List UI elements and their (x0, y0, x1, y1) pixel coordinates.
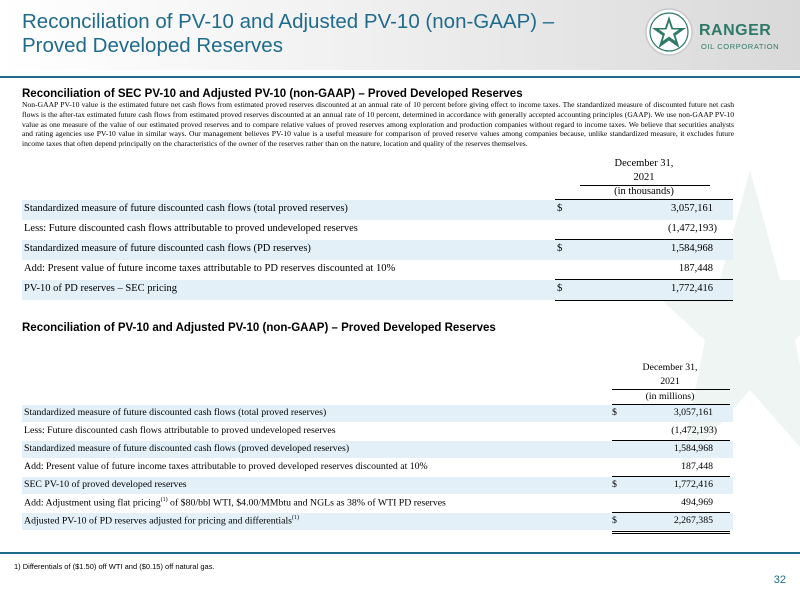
footnote-ref: (1) (160, 497, 168, 503)
header-divider (0, 76, 800, 78)
table-row (22, 200, 733, 220)
table-row (22, 459, 733, 476)
dollar-sign: $ (612, 479, 617, 490)
row-value: 1,772,416 (671, 283, 713, 294)
table-row (22, 260, 733, 280)
row-label: Standardized measure of future discounted cash flows (total proved reserves) (24, 407, 327, 418)
row-label-text: of $80/bbl WTI, $4.00/MMbtu and NGLs as 38% of WTI PD reserves (167, 497, 446, 509)
row-value: 2,267,385 (673, 515, 713, 526)
row-label: Less: Future discounted cash flows attributable to proved undeveloped reserves (24, 223, 358, 234)
dollar-sign: $ (557, 203, 563, 214)
table-row (22, 423, 733, 440)
row-value: 1,772,416 (673, 479, 713, 490)
section1-date-line1: December 31, (614, 158, 674, 169)
row-value: 1,584,968 (673, 443, 713, 454)
section1-units: (in thousands) (614, 186, 674, 197)
section2-header-underline (612, 389, 730, 390)
row-label: Add: Present value of future income taxes attributable to PD reserves discounted at 10% (24, 263, 396, 274)
row-label-text: Add: Adjustment using flat pricing (24, 497, 161, 509)
row-value: (1,472,193) (668, 223, 717, 234)
row-value: (1,472,193) (671, 425, 717, 436)
section1-date-line2: 2021 (633, 172, 655, 183)
row-value: 3,057,161 (673, 407, 713, 418)
row-label (24, 497, 446, 508)
footnote: 1) Differentials of ($1.50) off WTI and ($0.15) off natural gas. (14, 562, 215, 571)
footnote-ref: (1) (292, 515, 299, 521)
table-row (22, 477, 733, 494)
table-row (22, 405, 733, 422)
row-label: Standardized measure of future discounted cash flows (PD reserves) (24, 243, 311, 254)
page-number: 32 (773, 574, 786, 586)
logo-subtitle: OIL CORPORATION (701, 42, 780, 51)
total-double-underline (612, 531, 730, 532)
table-row (22, 280, 733, 300)
row-value: 494,969 (681, 497, 713, 508)
section1-title: Reconciliation of SEC PV-10 and Adjusted PV-10 (non-GAAP) – Proved Developed Reserves (22, 88, 523, 100)
section2-units: (in millions) (645, 391, 695, 402)
row-label: Add: Present value of future income taxes attributable to proved developed reserves discounted at 10% (24, 461, 428, 472)
total-double-underline (612, 533, 730, 534)
dollar-sign: $ (557, 243, 563, 254)
slide-header (0, 0, 800, 70)
total-double-underline (555, 300, 733, 301)
row-value: 187,448 (678, 263, 713, 274)
table-row (22, 441, 733, 458)
table-row (22, 513, 733, 530)
dollar-sign: $ (612, 515, 617, 526)
section2-title: Reconciliation of PV-10 and Adjusted PV-10 (non-GAAP) – Proved Developed Reserves (22, 322, 496, 334)
row-label: Standardized measure of future discounted cash flows (total proved reserves) (24, 203, 348, 214)
row-value: 3,057,161 (671, 203, 713, 214)
row-label (24, 515, 299, 526)
row-value: 1,584,968 (671, 243, 713, 254)
dollar-sign: $ (557, 283, 563, 294)
footer-divider (0, 552, 800, 554)
section2-date-line1: December 31, (642, 362, 698, 373)
row-label-text: Adjusted PV-10 of PD reserves adjusted for pricing and differentials (24, 515, 292, 527)
row-label: SEC PV-10 of proved developed reserves (24, 479, 187, 490)
logo-name: RANGER (699, 22, 772, 39)
company-logo (645, 8, 795, 60)
row-label: PV-10 of PD reserves – SEC pricing (24, 283, 178, 294)
dollar-sign: $ (612, 407, 617, 418)
non-gaap-description: Non-GAAP PV-10 value is the estimated future net cash flows from estimated proved reserves discounted at an annual rate of 10 percent before giving effect to income taxes. The standardized measure of discounted future net cash flows is the after-tax estimated future cash flows from estimated proved reserves discounted at an annual rate of 10 percent, determined in accordance with generally accepted accounting principles (GAAP). We use non-GAAP PV-10 value as one measure of the value of our estimated proved reserves and to compare relative values of proved reserves among exploration and production companies without regard to income taxes. We believe that securities analysts and rating agencies use PV-10 value in similar ways. Our management believes PV-10 value is a useful measure for comparison of proved reserve values among companies because, unlike standardized measure, it excludes future income taxes that often depend principally on the characteristics of the owner of the reserves rather than on the nature, location and quality of the reserves themselves. (22, 100, 734, 149)
row-label: Less: Future discounted cash flows attributable to proved undeveloped reserves (24, 425, 336, 436)
row-label: Standardized measure of future discounted cash flows (proved developed reserves) (24, 443, 350, 454)
table-row (22, 240, 733, 260)
row-value: 187,448 (681, 461, 713, 472)
ranger-star-icon (645, 8, 693, 56)
table-row (22, 495, 733, 512)
table-row (22, 220, 733, 240)
page-title: Reconciliation of PV-10 and Adjusted PV-10 (non-GAAP) – Proved Developed Reserves (22, 10, 555, 57)
section2-date-line2: 2021 (660, 376, 680, 387)
